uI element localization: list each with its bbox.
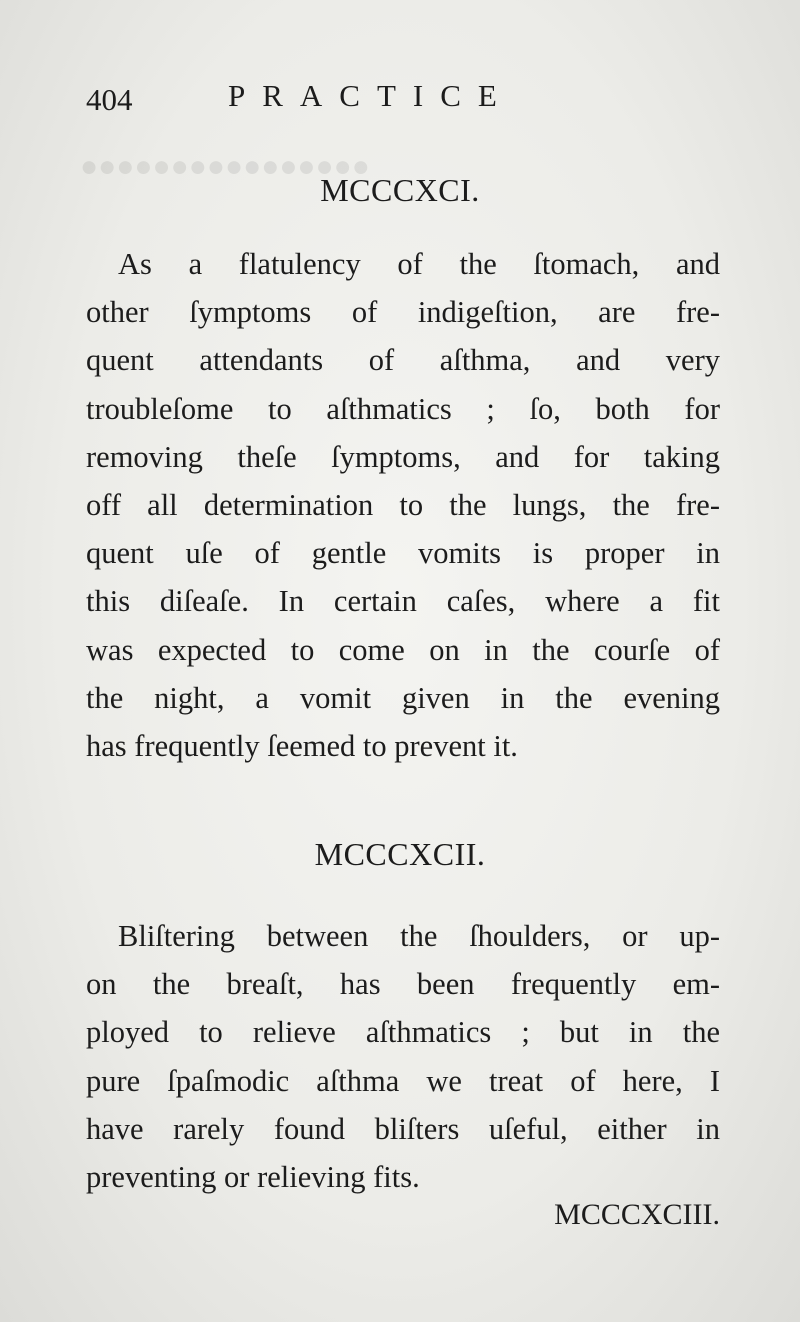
text-line: has frequently ſeemed to prevent it. bbox=[86, 728, 518, 763]
section-heading: MCCCXCI. bbox=[320, 172, 480, 208]
paragraph bbox=[86, 912, 720, 1201]
page-number: 404 bbox=[86, 82, 133, 117]
text-line: the night, a vomit given in the evening bbox=[86, 680, 720, 715]
text-line: on the breaſt, has been frequently em- bbox=[86, 967, 720, 1002]
text-line: removing theſe ſymptoms, and for taking bbox=[86, 439, 720, 474]
text-line: was expected to come on in the courſe of bbox=[86, 632, 720, 667]
page-header bbox=[86, 78, 726, 128]
text-line: Bliſtering between the ſhoulders, or up- bbox=[118, 919, 720, 953]
text-line: As a flatulency of the ſtomach, and bbox=[118, 247, 720, 281]
text-line: pure ſpaſmodic aſthma we treat of here, I bbox=[86, 1063, 720, 1098]
show-through-text: ●●●●●●●●●●●●●●●● bbox=[80, 150, 370, 183]
text-line: ployed to relieve aſthmatics ; but in the bbox=[86, 1015, 720, 1050]
running-head: PRACTICE bbox=[228, 78, 514, 113]
section-heading: MCCCXCII. bbox=[314, 836, 486, 872]
text-line: other ſymptoms of indigeſtion, are fre- bbox=[86, 295, 720, 330]
text-line: have rarely found bliſters uſeful, either in bbox=[86, 1111, 720, 1146]
text-line: troubleſome to aſthmatics ; ſo, both for bbox=[86, 391, 720, 426]
text-line: off all determination to the lungs, the fre- bbox=[86, 487, 720, 522]
text-line: preventing or relieving fits. bbox=[86, 1159, 420, 1194]
text-line: this diſeaſe. In certain caſes, where a fit bbox=[86, 584, 720, 619]
paragraph bbox=[86, 240, 720, 770]
text-line: quent attendants of aſthma, and very bbox=[86, 343, 720, 378]
text-line: quent uſe of gentle vomits is proper in bbox=[86, 536, 720, 571]
catchword: MCCCXCIII. bbox=[554, 1198, 720, 1231]
